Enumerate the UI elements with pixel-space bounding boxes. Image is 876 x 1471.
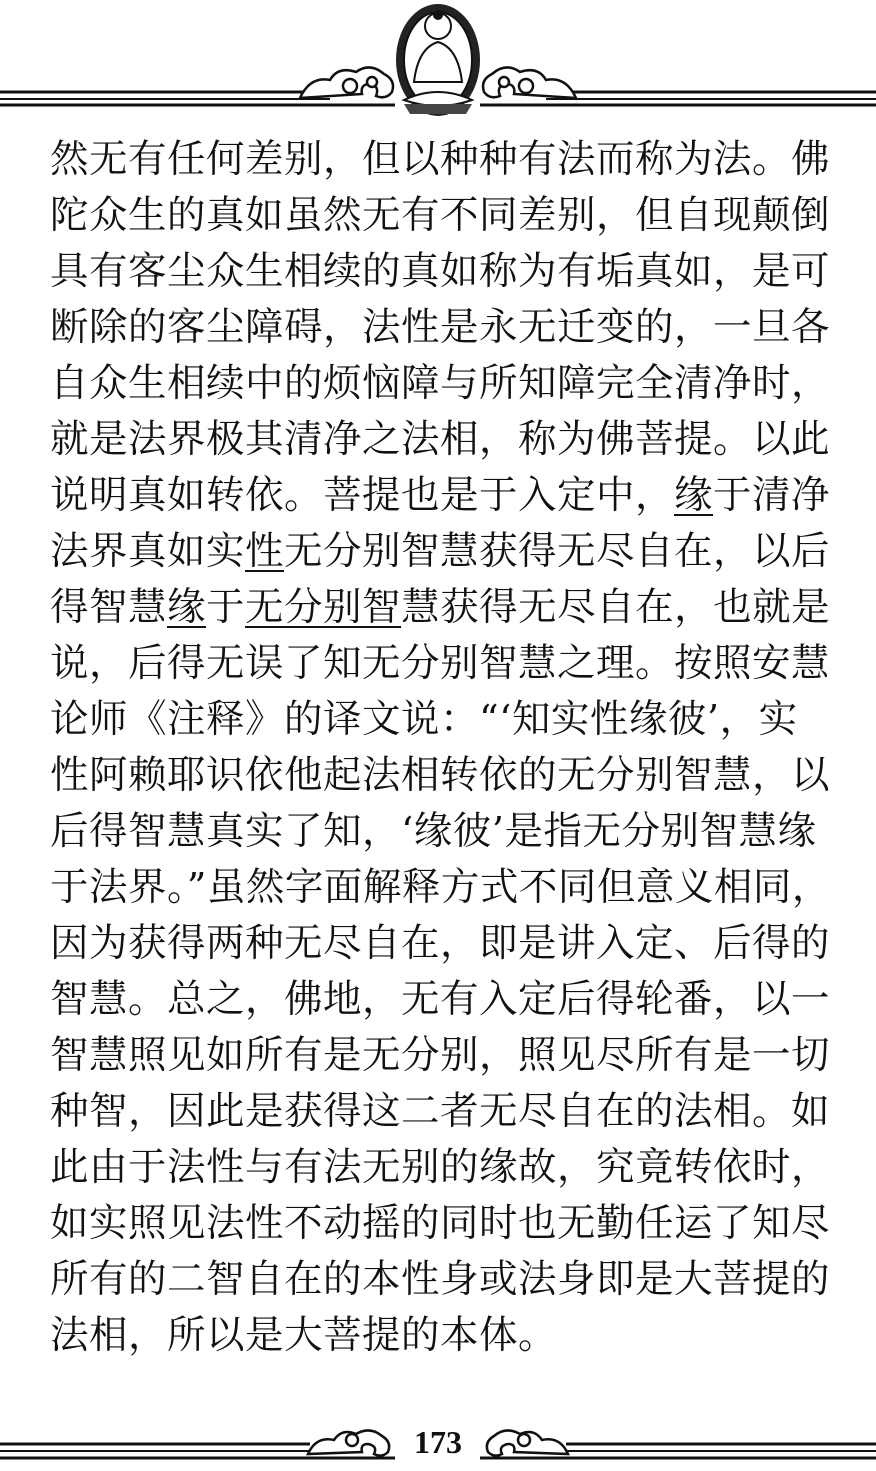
cloud-scroll-icon bbox=[308, 1430, 389, 1455]
text-line: 自众生相续中的烦恼障与所知障完全清净时， bbox=[50, 361, 831, 406]
underlined-term: 缘 bbox=[167, 585, 207, 630]
text-line: 论师《注释》的译文说：“‘知实性缘彼’，实 bbox=[50, 697, 798, 742]
text-line bbox=[50, 524, 850, 580]
text-line: 就是法界极其清净之法相，称为佛菩提。以此 bbox=[50, 417, 831, 462]
page-number: 173 bbox=[414, 1424, 462, 1460]
text-line: 后得智慧真实了知，‘缘彼’是指无分别智慧缘 bbox=[50, 809, 817, 854]
text-line: 因为获得两种无尽自在，即是讲入定、后得的 bbox=[50, 921, 831, 966]
text-line: 于法界。”虽然字面解释方式不同但意义相同， bbox=[50, 865, 831, 910]
text-line: 说，后得无误了知无分别智慧之理。按照安慧 bbox=[50, 641, 831, 686]
cloud-scroll-icon bbox=[483, 67, 576, 98]
underlined-term: 缘 bbox=[674, 473, 714, 518]
text-line: 智慧照见如所有是无分别，照见尽所有是一切 bbox=[50, 1033, 831, 1078]
text-segment: 法界真如实 bbox=[50, 529, 246, 574]
text-segment: 于清净 bbox=[713, 473, 831, 518]
page-header-ornament bbox=[0, 0, 876, 118]
text-line: 然无有任何差别，但以种种有法而称为法。佛 bbox=[50, 137, 831, 182]
text-line: 具有客尘众生相续的真如称为有垢真如，是可 bbox=[50, 249, 831, 294]
text-line bbox=[50, 580, 850, 636]
text-line: 陀众生的真如虽然无有不同差别，但自现颠倒 bbox=[50, 193, 831, 238]
text-segment: 得智慧 bbox=[50, 585, 168, 630]
text-line: 如实照见法性不动摇的同时也无勤任运了知尽 bbox=[50, 1201, 831, 1246]
text-line bbox=[50, 468, 850, 524]
text-segment: 无分别智慧获得无尽自在，以后 bbox=[284, 529, 831, 574]
underlined-term: 性 bbox=[245, 529, 285, 574]
text-segment: 慧获得无尽自在，也就是 bbox=[401, 585, 831, 630]
text-line: 性阿赖耶识依他起法相转依的无分别智慧，以 bbox=[50, 753, 831, 798]
text-line: 种智，因此是获得这二者无尽自在的法相。如 bbox=[50, 1089, 831, 1134]
text-line: 断除的客尘障碍，法性是永无迁变的，一旦各 bbox=[50, 305, 831, 350]
text-line: 此由于法性与有法无别的缘故，究竟转依时， bbox=[50, 1145, 831, 1190]
underlined-term: 无分别智 bbox=[245, 585, 402, 630]
text-segment: 于 bbox=[206, 585, 246, 630]
text-line: 所有的二智自在的本性身或法身即是大菩提的 bbox=[50, 1257, 831, 1302]
text-line: 智慧。总之，佛地，无有入定后得轮番，以一 bbox=[50, 977, 831, 1022]
cloud-scroll-icon bbox=[300, 67, 393, 98]
page-body bbox=[50, 132, 850, 1364]
cloud-scroll-icon bbox=[487, 1430, 568, 1455]
text-segment: 说明真如转依。菩提也是于入定中， bbox=[50, 473, 675, 518]
buddha-emblem-icon bbox=[396, 4, 480, 116]
text-line: 法相，所以是大菩提的本体。 bbox=[50, 1313, 558, 1358]
